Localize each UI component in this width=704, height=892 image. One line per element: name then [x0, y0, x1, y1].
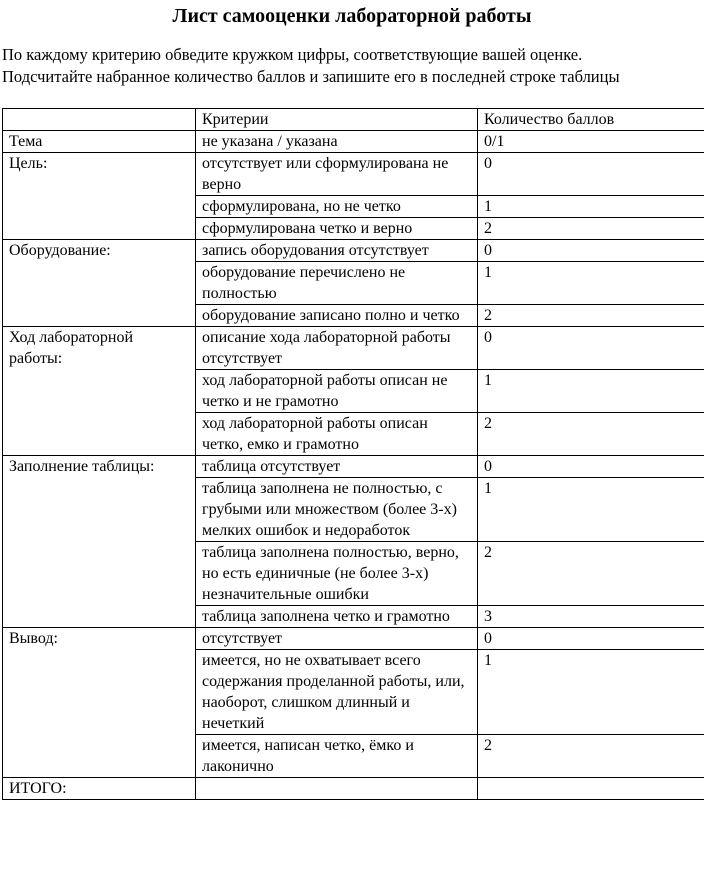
points-cell: 2	[478, 305, 704, 327]
criterion-cell: оборудование записано полно и четко	[196, 305, 478, 327]
points-cell: 2	[478, 542, 704, 606]
points-cell: 1	[478, 478, 704, 542]
criterion-cell: таблица отсутствует	[196, 456, 478, 478]
points-cell: 1	[478, 196, 704, 218]
criterion-cell: сформулирована, но не четко	[196, 196, 478, 218]
section-cell: Ход лабораторной работы:	[3, 327, 196, 456]
instructions	[2, 44, 702, 88]
criterion-cell: не указана / указана	[196, 131, 478, 153]
table-header-row	[3, 109, 704, 131]
points-cell: 2	[478, 218, 704, 240]
self-assessment-table	[2, 108, 704, 800]
table-row	[3, 131, 704, 153]
table-row	[3, 240, 704, 262]
section-cell: Заполнение таблицы:	[3, 456, 196, 628]
instruction-line: По каждому критерию обведите кружком цифры, соответствующие вашей оценке.	[2, 45, 583, 64]
points-cell: 1	[478, 262, 704, 305]
criterion-cell: имеется, написан четко, ёмко и лаконично	[196, 735, 478, 778]
criterion-cell: сформулирована четко и верно	[196, 218, 478, 240]
total-points-cell[interactable]	[478, 778, 704, 800]
criterion-cell: описание хода лабораторной работы отсутствует	[196, 327, 478, 370]
table-row	[3, 153, 704, 196]
criterion-cell: таблица заполнена полностью, верно, но есть единичные (не более 3-х) незначительные ошибки	[196, 542, 478, 606]
points-cell: 2	[478, 413, 704, 456]
points-cell: 2	[478, 735, 704, 778]
total-criteria-cell	[196, 778, 478, 800]
criterion-cell: запись оборудования отсутствует	[196, 240, 478, 262]
section-cell: Цель:	[3, 153, 196, 240]
criterion-cell: ход лабораторной работы описан четко, емко и грамотно	[196, 413, 478, 456]
points-cell: 1	[478, 650, 704, 735]
instruction-line: Подсчитайте набранное количество баллов и запишите его в последней строке таблицы	[2, 67, 620, 86]
points-cell: 0	[478, 240, 704, 262]
page-title: Лист самооценки лабораторной работы	[172, 5, 532, 27]
header-cell-points: Количество баллов	[478, 109, 704, 131]
criterion-cell: отсутствует или сформулирована не верно	[196, 153, 478, 196]
criterion-cell: отсутствует	[196, 628, 478, 650]
table-row	[3, 628, 704, 650]
criterion-cell: таблица заполнена не полностью, с грубыми или множеством (более 3-х) мелких ошибок и недоработок	[196, 478, 478, 542]
points-cell: 0	[478, 628, 704, 650]
section-cell: Оборудование:	[3, 240, 196, 327]
points-cell: 0	[478, 327, 704, 370]
criterion-cell: ход лабораторной работы описан не четко и не грамотно	[196, 370, 478, 413]
total-row	[3, 778, 704, 800]
criterion-cell: имеется, но не охватывает всего содержания проделанной работы, или, наоборот, слишком длинный и нечеткий	[196, 650, 478, 735]
criterion-cell: таблица заполнена четко и грамотно	[196, 606, 478, 628]
criterion-cell: оборудование перечислено не полностью	[196, 262, 478, 305]
section-cell: Вывод:	[3, 628, 196, 778]
points-cell: 0/1	[478, 131, 704, 153]
total-label-cell: ИТОГО:	[3, 778, 196, 800]
section-cell: Тема	[3, 131, 196, 153]
points-cell: 3	[478, 606, 704, 628]
header-cell-criteria: Критерии	[196, 109, 478, 131]
header-cell-section	[3, 109, 196, 131]
points-cell: 0	[478, 456, 704, 478]
table-row	[3, 456, 704, 478]
points-cell: 1	[478, 370, 704, 413]
table-row	[3, 327, 704, 370]
points-cell: 0	[478, 153, 704, 196]
